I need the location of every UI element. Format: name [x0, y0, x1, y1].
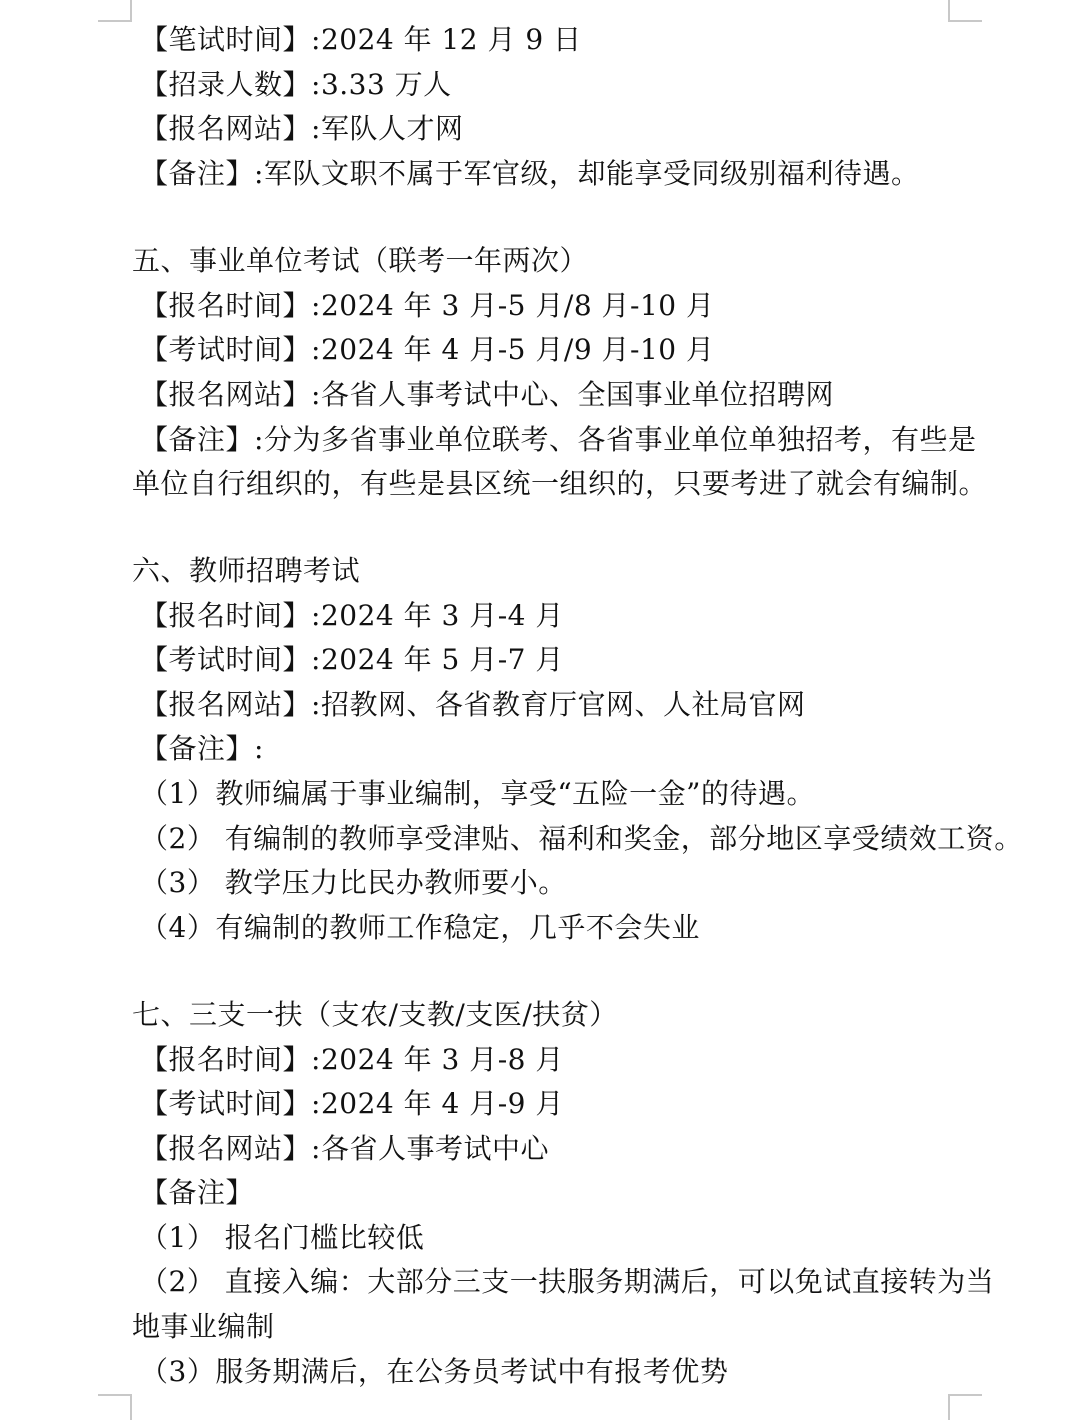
field-value: 各省人事考试中心: [320, 1132, 549, 1165]
field-value: 2024 年 4 月-9 月: [320, 1087, 564, 1120]
section-heading: 六、教师招聘考试: [132, 554, 361, 587]
field-label: 【报名时间】:: [140, 289, 321, 322]
list-item: （1） 报名门槛比较低: [140, 1221, 425, 1254]
field-value: 2024 年 3 月-4 月: [320, 599, 564, 632]
field-label: 【报名网站】:: [140, 112, 321, 145]
field-value: 2024 年 3 月-8 月: [320, 1043, 564, 1076]
field-label: 【报名时间】:: [140, 1043, 321, 1076]
field-registration-time: [140, 599, 564, 633]
crop-mark: [98, 1394, 132, 1396]
list-item: （2） 直接入编：大部分三支一扶服务期满后，可以免试直接转为当: [140, 1265, 995, 1298]
crop-mark: [948, 1394, 950, 1420]
field-value: 军队文职不属于军官级，却能享受同级别福利待遇。: [263, 157, 920, 190]
note-continuation: 单位自行组织的，有些是县区统一组织的，只要考进了就会有编制。: [132, 467, 988, 500]
list-item: （1）教师编属于事业编制，享受“五险一金”的待遇。: [140, 777, 815, 810]
field-website: [140, 378, 834, 412]
field-exam-time: [140, 23, 582, 57]
field-hire-count: [140, 68, 452, 102]
list-item: （2） 有编制的教师享受津贴、福利和奖金，部分地区享受绩效工资。: [140, 822, 1023, 855]
crop-mark: [948, 1394, 982, 1396]
field-label: 【考试时间】:: [140, 1087, 321, 1120]
field-registration-time: [140, 1043, 564, 1077]
field-label: 【招录人数】:: [140, 68, 321, 101]
crop-mark: [948, 20, 982, 22]
list-item: （3） 教学压力比民办教师要小。: [140, 866, 567, 899]
field-registration-time: [140, 289, 715, 323]
field-label: 【考试时间】:: [140, 333, 321, 366]
field-value: 2024 年 5 月-7 月: [320, 643, 564, 676]
list-item: （3）服务期满后，在公务员考试中有报考优势: [140, 1355, 729, 1388]
crop-mark: [98, 20, 132, 22]
list-item-continuation: 地事业编制: [132, 1310, 275, 1343]
field-value: 各省人事考试中心、全国事业单位招聘网: [320, 378, 834, 411]
field-note-label: 【备注】:: [140, 732, 264, 765]
field-label: 【报名时间】:: [140, 599, 321, 632]
field-website: [140, 112, 463, 146]
list-item: （4）有编制的教师工作稳定，几乎不会失业: [140, 911, 700, 944]
crop-mark: [130, 1394, 132, 1420]
crop-mark: [948, 0, 950, 20]
field-value: 2024 年 12 月 9 日: [320, 23, 582, 56]
field-label: 【报名网站】:: [140, 1132, 321, 1165]
field-note-label: 【备注】: [140, 1176, 255, 1209]
field-value: 分为多省事业单位联考、各省事业单位单独招考，有些是: [263, 423, 977, 456]
field-value: 2024 年 4 月-5 月/9 月-10 月: [320, 333, 715, 366]
section-heading: 七、三支一扶（支农/支教/支医/扶贫）: [132, 998, 618, 1031]
field-label: 【报名网站】:: [140, 378, 321, 411]
field-note: [140, 157, 919, 191]
field-note: [140, 423, 976, 457]
field-value: 军队人才网: [320, 112, 464, 145]
field-label: 【备注】:: [140, 423, 264, 456]
field-exam-time: [140, 643, 564, 677]
field-value: 3.33 万人: [320, 68, 452, 101]
field-exam-time: [140, 333, 715, 367]
field-label: 【备注】:: [140, 157, 264, 190]
field-label: 【笔试时间】:: [140, 23, 321, 56]
crop-mark: [130, 0, 132, 20]
field-exam-time: [140, 1087, 564, 1121]
section-heading: 五、事业单位考试（联考一年两次）: [132, 244, 589, 277]
field-label: 【考试时间】:: [140, 643, 321, 676]
field-value: 招教网、各省教育厅官网、人社局官网: [320, 688, 806, 721]
field-website: [140, 1132, 549, 1166]
field-value: 2024 年 3 月-5 月/8 月-10 月: [320, 289, 715, 322]
field-label: 【报名网站】:: [140, 688, 321, 721]
field-website: [140, 688, 805, 722]
